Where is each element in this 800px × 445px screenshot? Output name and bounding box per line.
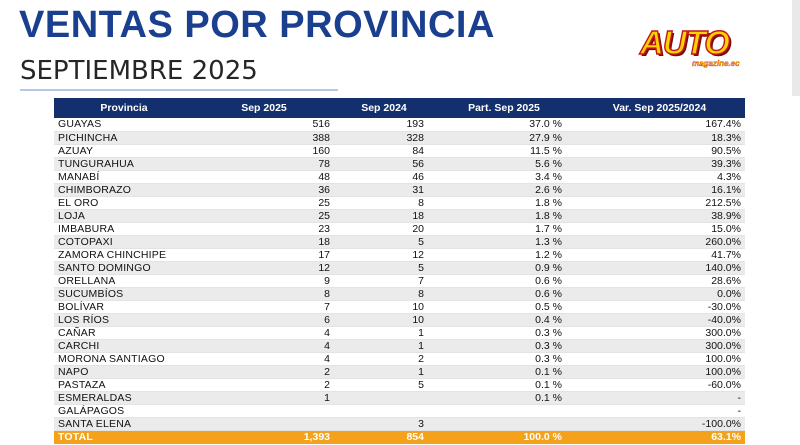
var-cell: 39.3% xyxy=(574,157,745,170)
part-cell: 1.7 % xyxy=(434,222,574,235)
table-row xyxy=(54,157,745,170)
var-cell: -40.0% xyxy=(574,313,745,326)
sep-2025-cell: 4 xyxy=(194,352,334,365)
var-cell: - xyxy=(574,404,745,417)
sep-2024-cell: 10 xyxy=(334,300,434,313)
var-cell: 15.0% xyxy=(574,222,745,235)
sep-2024-cell: 5 xyxy=(334,378,434,391)
sep-2025-cell: 8 xyxy=(194,287,334,300)
sep-2024-cell: 7 xyxy=(334,274,434,287)
part-cell: 2.6 % xyxy=(434,183,574,196)
sep-2025-cell: 12 xyxy=(194,261,334,274)
var-cell: 167.4% xyxy=(574,118,745,131)
page-header xyxy=(0,0,792,96)
province-cell: SANTO DOMINGO xyxy=(54,261,194,274)
var-cell: 100.0% xyxy=(574,352,745,365)
part-cell: 1.3 % xyxy=(434,235,574,248)
province-cell: GUAYAS xyxy=(54,118,194,131)
part-cell: 1.8 % xyxy=(434,209,574,222)
var-cell: 28.6% xyxy=(574,274,745,287)
sep-2024-cell: 8 xyxy=(334,287,434,300)
total-var: 63.1% xyxy=(574,430,745,444)
table-row xyxy=(54,287,745,300)
table-row xyxy=(54,144,745,157)
province-cell: ESMERALDAS xyxy=(54,391,194,404)
province-cell: MANABÍ xyxy=(54,170,194,183)
total-sep-2025: 1,393 xyxy=(194,430,334,444)
province-cell: IMBABURA xyxy=(54,222,194,235)
column-header-label: Provincia xyxy=(100,102,148,114)
table-row xyxy=(54,274,745,287)
part-cell: 3.4 % xyxy=(434,170,574,183)
var-cell: 140.0% xyxy=(574,261,745,274)
column-header-var[interactable] xyxy=(574,98,745,118)
province-cell: ORELLANA xyxy=(54,274,194,287)
sep-2025-cell: 7 xyxy=(194,300,334,313)
table-header-row xyxy=(54,98,745,118)
page-subtitle: SEPTIEMBRE 2025 xyxy=(20,56,258,86)
column-header-label: Sep 2025 xyxy=(241,102,287,114)
var-cell: -60.0% xyxy=(574,378,745,391)
part-cell: 0.5 % xyxy=(434,300,574,313)
table-row xyxy=(54,300,745,313)
province-cell: CHIMBORAZO xyxy=(54,183,194,196)
table-row xyxy=(54,222,745,235)
sep-2024-cell: 328 xyxy=(334,131,434,144)
province-cell: LOJA xyxy=(54,209,194,222)
var-cell: 100.0% xyxy=(574,365,745,378)
table-row xyxy=(54,170,745,183)
var-cell: 16.1% xyxy=(574,183,745,196)
column-header-label: Sep 2024 xyxy=(361,102,407,114)
sales-by-province-table xyxy=(54,98,745,444)
sep-2024-cell: 18 xyxy=(334,209,434,222)
sep-2024-cell: 10 xyxy=(334,313,434,326)
sep-2025-cell: 25 xyxy=(194,196,334,209)
province-cell: COTOPAXI xyxy=(54,235,194,248)
province-cell: BOLÍVAR xyxy=(54,300,194,313)
sep-2024-cell: 5 xyxy=(334,261,434,274)
sep-2024-cell: 12 xyxy=(334,248,434,261)
column-header-provincia[interactable] xyxy=(54,98,194,118)
part-cell: 0.3 % xyxy=(434,326,574,339)
sep-2025-cell: 4 xyxy=(194,326,334,339)
sep-2024-cell: 84 xyxy=(334,144,434,157)
part-cell: 37.0 % xyxy=(434,118,574,131)
part-cell: 0.6 % xyxy=(434,287,574,300)
sep-2025-cell: 2 xyxy=(194,378,334,391)
column-header-label: Part. Sep 2025 xyxy=(468,102,540,114)
column-header-part[interactable] xyxy=(434,98,574,118)
sep-2024-cell: 46 xyxy=(334,170,434,183)
table-row xyxy=(54,261,745,274)
sep-2025-cell: 25 xyxy=(194,209,334,222)
column-header-sep-2025[interactable] xyxy=(194,98,334,118)
sep-2025-cell: 18 xyxy=(194,235,334,248)
var-cell: 18.3% xyxy=(574,131,745,144)
table-row xyxy=(54,183,745,196)
sep-2024-cell: 3 xyxy=(334,417,434,430)
sep-2025-cell: 160 xyxy=(194,144,334,157)
sep-2025-cell: 9 xyxy=(194,274,334,287)
var-cell: 4.3% xyxy=(574,170,745,183)
var-cell: 300.0% xyxy=(574,339,745,352)
var-cell: -100.0% xyxy=(574,417,745,430)
sep-2024-cell: 193 xyxy=(334,118,434,131)
sep-2024-cell: 20 xyxy=(334,222,434,235)
sep-2025-cell: 17 xyxy=(194,248,334,261)
table-row xyxy=(54,365,745,378)
part-cell: 0.9 % xyxy=(434,261,574,274)
part-cell: 0.1 % xyxy=(434,391,574,404)
table-row xyxy=(54,352,745,365)
table-row xyxy=(54,404,745,417)
var-cell: 41.7% xyxy=(574,248,745,261)
part-cell: 0.1 % xyxy=(434,365,574,378)
var-cell: 90.5% xyxy=(574,144,745,157)
var-cell: 212.5% xyxy=(574,196,745,209)
part-cell: 0.3 % xyxy=(434,339,574,352)
var-cell: 38.9% xyxy=(574,209,745,222)
part-cell xyxy=(434,417,574,430)
part-cell: 0.6 % xyxy=(434,274,574,287)
province-cell: SANTA ELENA xyxy=(54,417,194,430)
sep-2025-cell: 6 xyxy=(194,313,334,326)
sep-2025-cell xyxy=(194,404,334,417)
province-cell: LOS RÍOS xyxy=(54,313,194,326)
column-header-sep-2024[interactable] xyxy=(334,98,434,118)
sep-2024-cell: 1 xyxy=(334,326,434,339)
table-row xyxy=(54,131,745,144)
sep-2024-cell: 2 xyxy=(334,352,434,365)
table-body xyxy=(54,118,745,430)
automagazine-logo xyxy=(640,24,760,74)
sep-2025-cell: 36 xyxy=(194,183,334,196)
page-title: VENTAS POR PROVINCIA xyxy=(19,4,495,46)
table-row xyxy=(54,235,745,248)
sep-2025-cell: 48 xyxy=(194,170,334,183)
table-row xyxy=(54,313,745,326)
sep-2025-cell xyxy=(194,417,334,430)
province-cell: CARCHI xyxy=(54,339,194,352)
table-row xyxy=(54,391,745,404)
part-cell: 1.8 % xyxy=(434,196,574,209)
part-cell: 5.6 % xyxy=(434,157,574,170)
province-cell: MORONA SANTIAGO xyxy=(54,352,194,365)
var-cell: 300.0% xyxy=(574,326,745,339)
sep-2025-cell: 516 xyxy=(194,118,334,131)
sep-2024-cell: 1 xyxy=(334,365,434,378)
province-cell: NAPO xyxy=(54,365,194,378)
province-cell: SUCUMBÍOS xyxy=(54,287,194,300)
sep-2025-cell: 1 xyxy=(194,391,334,404)
part-cell: 1.2 % xyxy=(434,248,574,261)
sep-2025-cell: 23 xyxy=(194,222,334,235)
subtitle-underline xyxy=(20,89,338,91)
province-cell: EL ORO xyxy=(54,196,194,209)
table-row xyxy=(54,209,745,222)
table-row xyxy=(54,378,745,391)
sep-2025-cell: 388 xyxy=(194,131,334,144)
province-cell: PASTAZA xyxy=(54,378,194,391)
sep-2024-cell xyxy=(334,391,434,404)
province-cell: PICHINCHA xyxy=(54,131,194,144)
part-cell xyxy=(434,404,574,417)
part-cell: 0.1 % xyxy=(434,378,574,391)
province-cell: ZAMORA CHINCHIPE xyxy=(54,248,194,261)
table-row xyxy=(54,118,745,131)
province-cell: TUNGURAHUA xyxy=(54,157,194,170)
table-row xyxy=(54,196,745,209)
sep-2025-cell: 78 xyxy=(194,157,334,170)
logo-subtext: magazine.ec xyxy=(692,59,740,68)
logo-text: AUTO xyxy=(640,24,729,61)
table-row xyxy=(54,339,745,352)
table-row xyxy=(54,326,745,339)
part-cell: 11.5 % xyxy=(434,144,574,157)
part-cell: 0.4 % xyxy=(434,313,574,326)
sep-2024-cell: 5 xyxy=(334,235,434,248)
var-cell: -30.0% xyxy=(574,300,745,313)
part-cell: 0.3 % xyxy=(434,352,574,365)
part-cell: 27.9 % xyxy=(434,131,574,144)
table-row xyxy=(54,248,745,261)
var-cell: - xyxy=(574,391,745,404)
sep-2024-cell xyxy=(334,404,434,417)
sep-2024-cell: 1 xyxy=(334,339,434,352)
column-header-label: Var. Sep 2025/2024 xyxy=(612,102,707,114)
table-row xyxy=(54,417,745,430)
total-label: TOTAL xyxy=(54,430,194,444)
total-row xyxy=(54,430,745,444)
sep-2024-cell: 8 xyxy=(334,196,434,209)
sep-2025-cell: 2 xyxy=(194,365,334,378)
total-part: 100.0 % xyxy=(434,430,574,444)
total-sep-2024: 854 xyxy=(334,430,434,444)
sep-2024-cell: 31 xyxy=(334,183,434,196)
var-cell: 0.0% xyxy=(574,287,745,300)
province-cell: GALÁPAGOS xyxy=(54,404,194,417)
sep-2025-cell: 4 xyxy=(194,339,334,352)
var-cell: 260.0% xyxy=(574,235,745,248)
province-cell: AZUAY xyxy=(54,144,194,157)
sep-2024-cell: 56 xyxy=(334,157,434,170)
province-cell: CAÑAR xyxy=(54,326,194,339)
